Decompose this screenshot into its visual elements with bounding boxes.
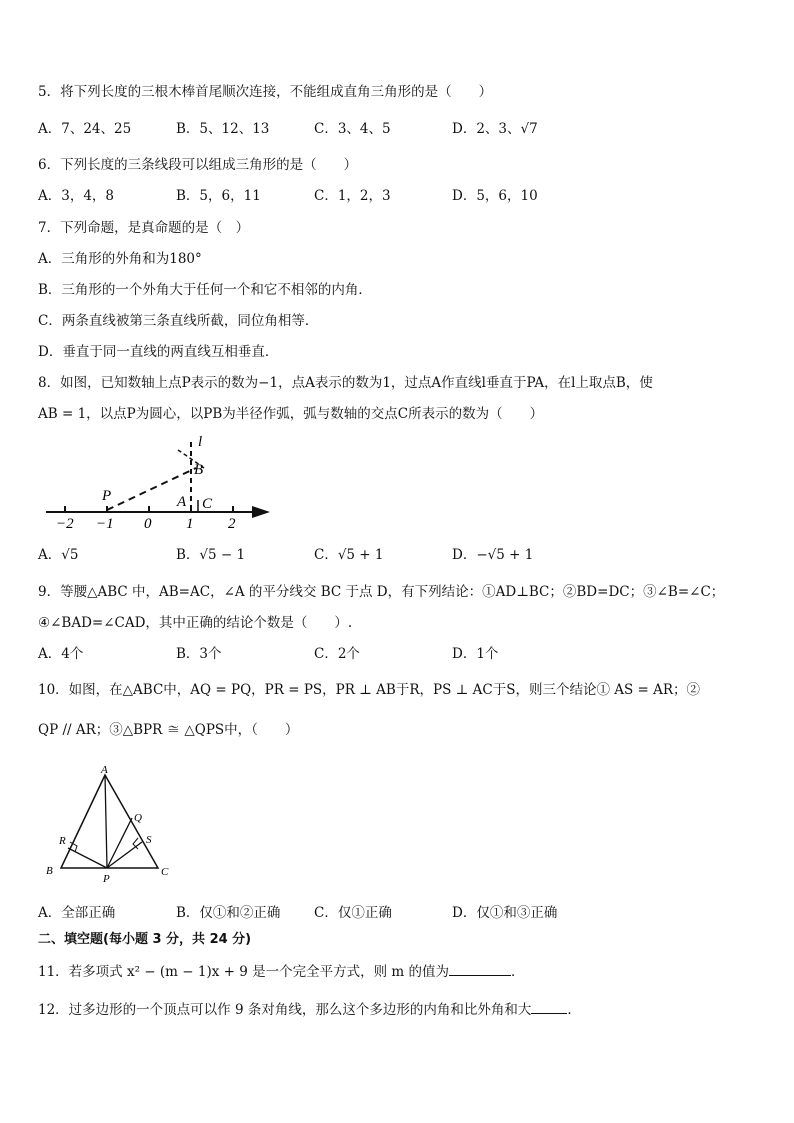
q12-suffix: ．: [567, 1002, 581, 1018]
q9-stem-line2: ④∠BAD=∠CAD，其中正确的结论个数是（ ）.: [38, 615, 353, 631]
q12-text: 12．过多边形的一个顶点可以作 9 条对角线，那么这个多边形的内角和比外角和大: [38, 1002, 532, 1018]
q11-text: 11．若多项式 x² − (m − 1)x + 9 是一个完全平方式，则 m 的值为: [38, 964, 449, 980]
q5-option-d: D．2、3、√7: [452, 121, 538, 137]
tick-label-neg2: −2: [56, 516, 74, 532]
q7-option-c: C．两条直线被第三条直线所截，同位角相等．: [38, 313, 319, 329]
q6-stem: 6．下列长度的三条线段可以组成三角形的是（ ）: [38, 157, 358, 173]
axis-arrow: [252, 506, 270, 518]
label-c: C: [161, 866, 169, 878]
q7-option-d: D．垂直于同一直线的两直线互相垂直．: [38, 344, 279, 360]
label-a: A: [101, 764, 108, 776]
q10-option-c: C．仅①正确: [314, 905, 392, 921]
q5-option-b: B．5、12、13: [176, 121, 270, 137]
q5-option-c: C．3、4、5: [314, 121, 391, 137]
q8-stem-line1: 8．如图，已知数轴上点P表示的数为−1，点A表示的数为1，过点A作直线l垂直于PA，在l上取点B，使: [38, 375, 653, 391]
label-b: B: [194, 462, 204, 478]
q9-option-a: A．4个: [38, 646, 84, 662]
q10-stem-line2: QP // AR；③△BPR ≅ △QPS中，（ ）: [38, 722, 299, 738]
segment-ap: [105, 775, 107, 868]
label-b: B: [46, 865, 53, 877]
q6-option-a: A．3，4，8: [38, 188, 115, 204]
segment-pr: [68, 848, 107, 868]
q10-triangle-figure: [40, 762, 180, 888]
q7-stem: 7．下列命题，是真命题的是（ ）: [38, 220, 250, 236]
label-r: R: [59, 835, 66, 847]
q11-line: [38, 961, 524, 982]
tick-label-1: 1: [186, 516, 194, 532]
q11-suffix: ．: [510, 964, 525, 980]
q6-option-c: C．1，2，3: [314, 188, 391, 204]
label-c: C: [202, 496, 213, 512]
q10-option-b: B．仅①和②正确: [176, 905, 281, 921]
q8-number-line-figure: [38, 432, 278, 532]
label-s: S: [146, 834, 152, 846]
label-a: A: [177, 494, 187, 510]
label-q: Q: [134, 812, 142, 824]
triangle-abc: [61, 775, 158, 868]
q10-option-a: A．全部正确: [38, 905, 116, 921]
segment-pq: [107, 818, 132, 868]
label-l: l: [198, 434, 203, 450]
q6-option-b: B．5，6，11: [176, 188, 261, 204]
q8-stem-line2: AB = 1，以点P为圆心，以PB为半径作弧，弧与数轴的交点C所表示的数为（ ）: [38, 406, 544, 422]
q7-option-b: B．三角形的一个外角大于任何一个和它不相邻的内角．: [38, 282, 372, 298]
q8-option-d: D．−√5 + 1: [452, 547, 534, 563]
q8-option-a: A．√5: [38, 547, 79, 563]
q5-option-a: A．7、24、25: [38, 121, 132, 137]
section-title-fill-in: 二、填空题(每小题 3 分，共 24 分): [38, 932, 252, 947]
q8-option-b: B．√5 − 1: [176, 547, 246, 563]
q8-option-c: C．√5 + 1: [314, 547, 384, 563]
q11-answer-blank[interactable]: [449, 961, 511, 976]
tick-label-0: 0: [144, 516, 152, 532]
label-p: P: [103, 873, 110, 885]
q6-option-d: D．5，6，10: [452, 188, 538, 204]
tick-label-2: 2: [228, 516, 236, 532]
q10-stem-line1: 10．如图，在△ABC中，AQ = PQ，PR = PS，PR ⊥ AB于R，PS ⊥ AC于S，则三个结论① AS = AR；②: [38, 682, 701, 698]
q12-answer-blank[interactable]: [531, 999, 567, 1014]
q10-option-d: D．仅①和③正确: [452, 905, 558, 921]
q9-stem-line1: 9．等腰△ABC 中，AB=AC，∠A 的平分线交 BC 于点 D，有下列结论：①AD⊥BC；②BD=DC；③∠B=∠C；: [38, 584, 725, 600]
tick-label-neg1: −1: [96, 516, 114, 532]
q9-option-d: D．1个: [452, 646, 499, 662]
label-p: P: [102, 488, 112, 504]
q5-stem: 5．将下列长度的三根木棒首尾顺次连接，不能组成直角三角形的是（ ）: [38, 84, 493, 100]
q9-option-b: B．3个: [176, 646, 222, 662]
q12-line: [38, 999, 581, 1020]
segment-ps: [107, 842, 142, 868]
q9-option-c: C．2个: [314, 646, 360, 662]
q7-option-a: A．三角形的外角和为180°: [38, 251, 202, 267]
